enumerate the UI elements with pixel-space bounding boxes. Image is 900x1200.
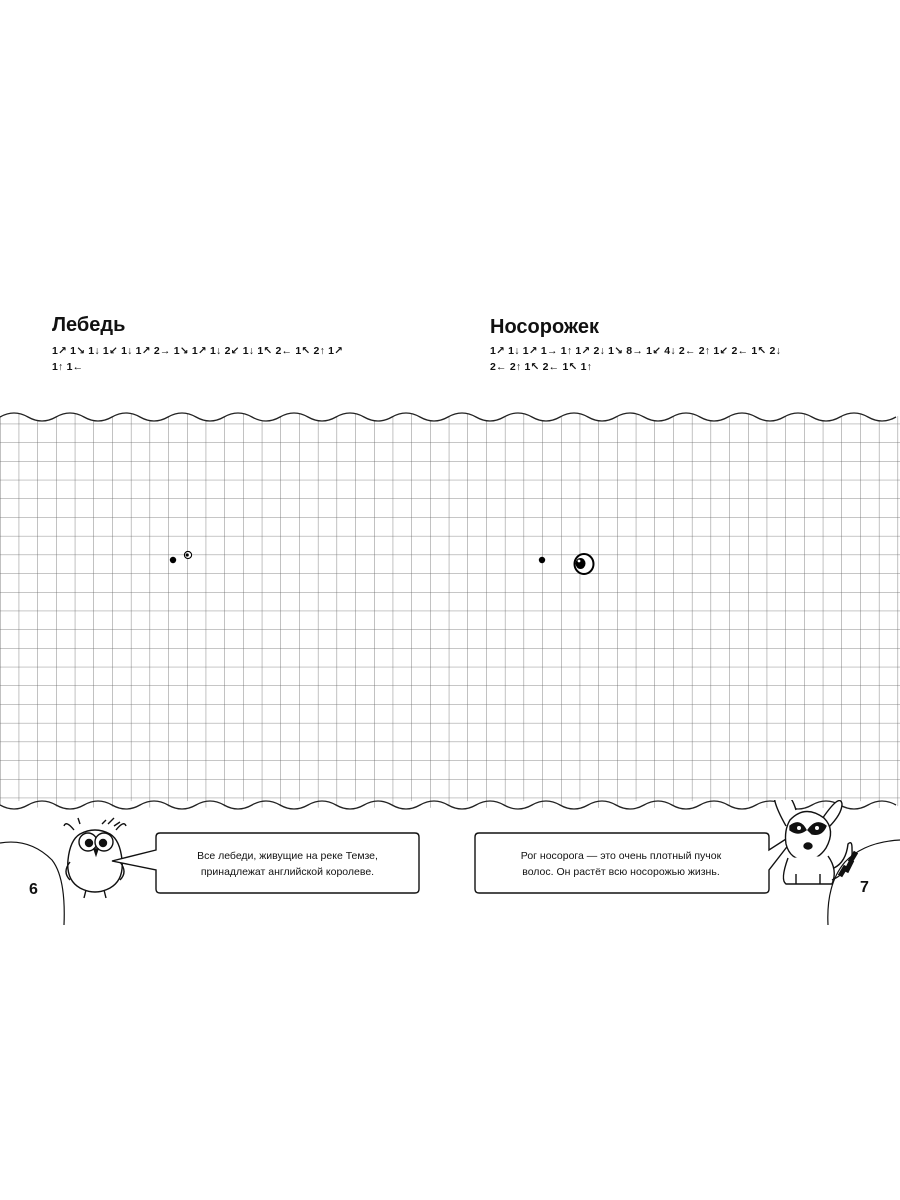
left-title: Лебедь	[52, 314, 126, 336]
right-page-number: 7	[860, 879, 869, 896]
left-code-instructions	[52, 343, 343, 375]
swan-eye	[184, 551, 191, 558]
left-fact-text	[160, 848, 415, 880]
raccoon-illustration	[774, 800, 856, 884]
left-code-line: 1↑ 1←	[52, 361, 84, 373]
drawing-grid[interactable]	[0, 405, 900, 825]
left-fact-line: Все лебеди, живущие на реке Темзе,	[197, 850, 378, 862]
right-title: Носорожек	[490, 316, 599, 338]
right-code-line: 1↗ 1↓ 1↗ 1→ 1↑ 1↗ 2↓ 1↘ 8→ 1↙ 4↓ 2← 2↑ 1↙ 2← 1↖ 2↓	[490, 345, 782, 357]
right-start-dot	[539, 557, 545, 563]
left-page-number: 6	[29, 881, 38, 898]
left-code-line: 1↗ 1↘ 1↓ 1↙ 1↓ 1↗ 2→ 1↘ 1↗ 1↓ 2↙ 1↓ 1↖ 2← 1↖ 2↑ 1↗	[52, 345, 344, 357]
right-fact-text	[478, 848, 764, 880]
right-code-line: 2← 2↑ 1↖ 2← 1↖ 1↑	[490, 361, 593, 373]
right-fact-line: Рог носорога — это очень плотный пучок	[520, 850, 722, 862]
left-fact-line: принадлежат английской королеве.	[200, 866, 375, 878]
rhino-eye	[575, 554, 594, 574]
left-start-dot	[170, 557, 176, 563]
owl-illustration	[64, 818, 126, 898]
right-fact-line: волос. Он растёт всю носорожью жизнь.	[522, 866, 720, 878]
right-code-instructions	[490, 343, 781, 375]
